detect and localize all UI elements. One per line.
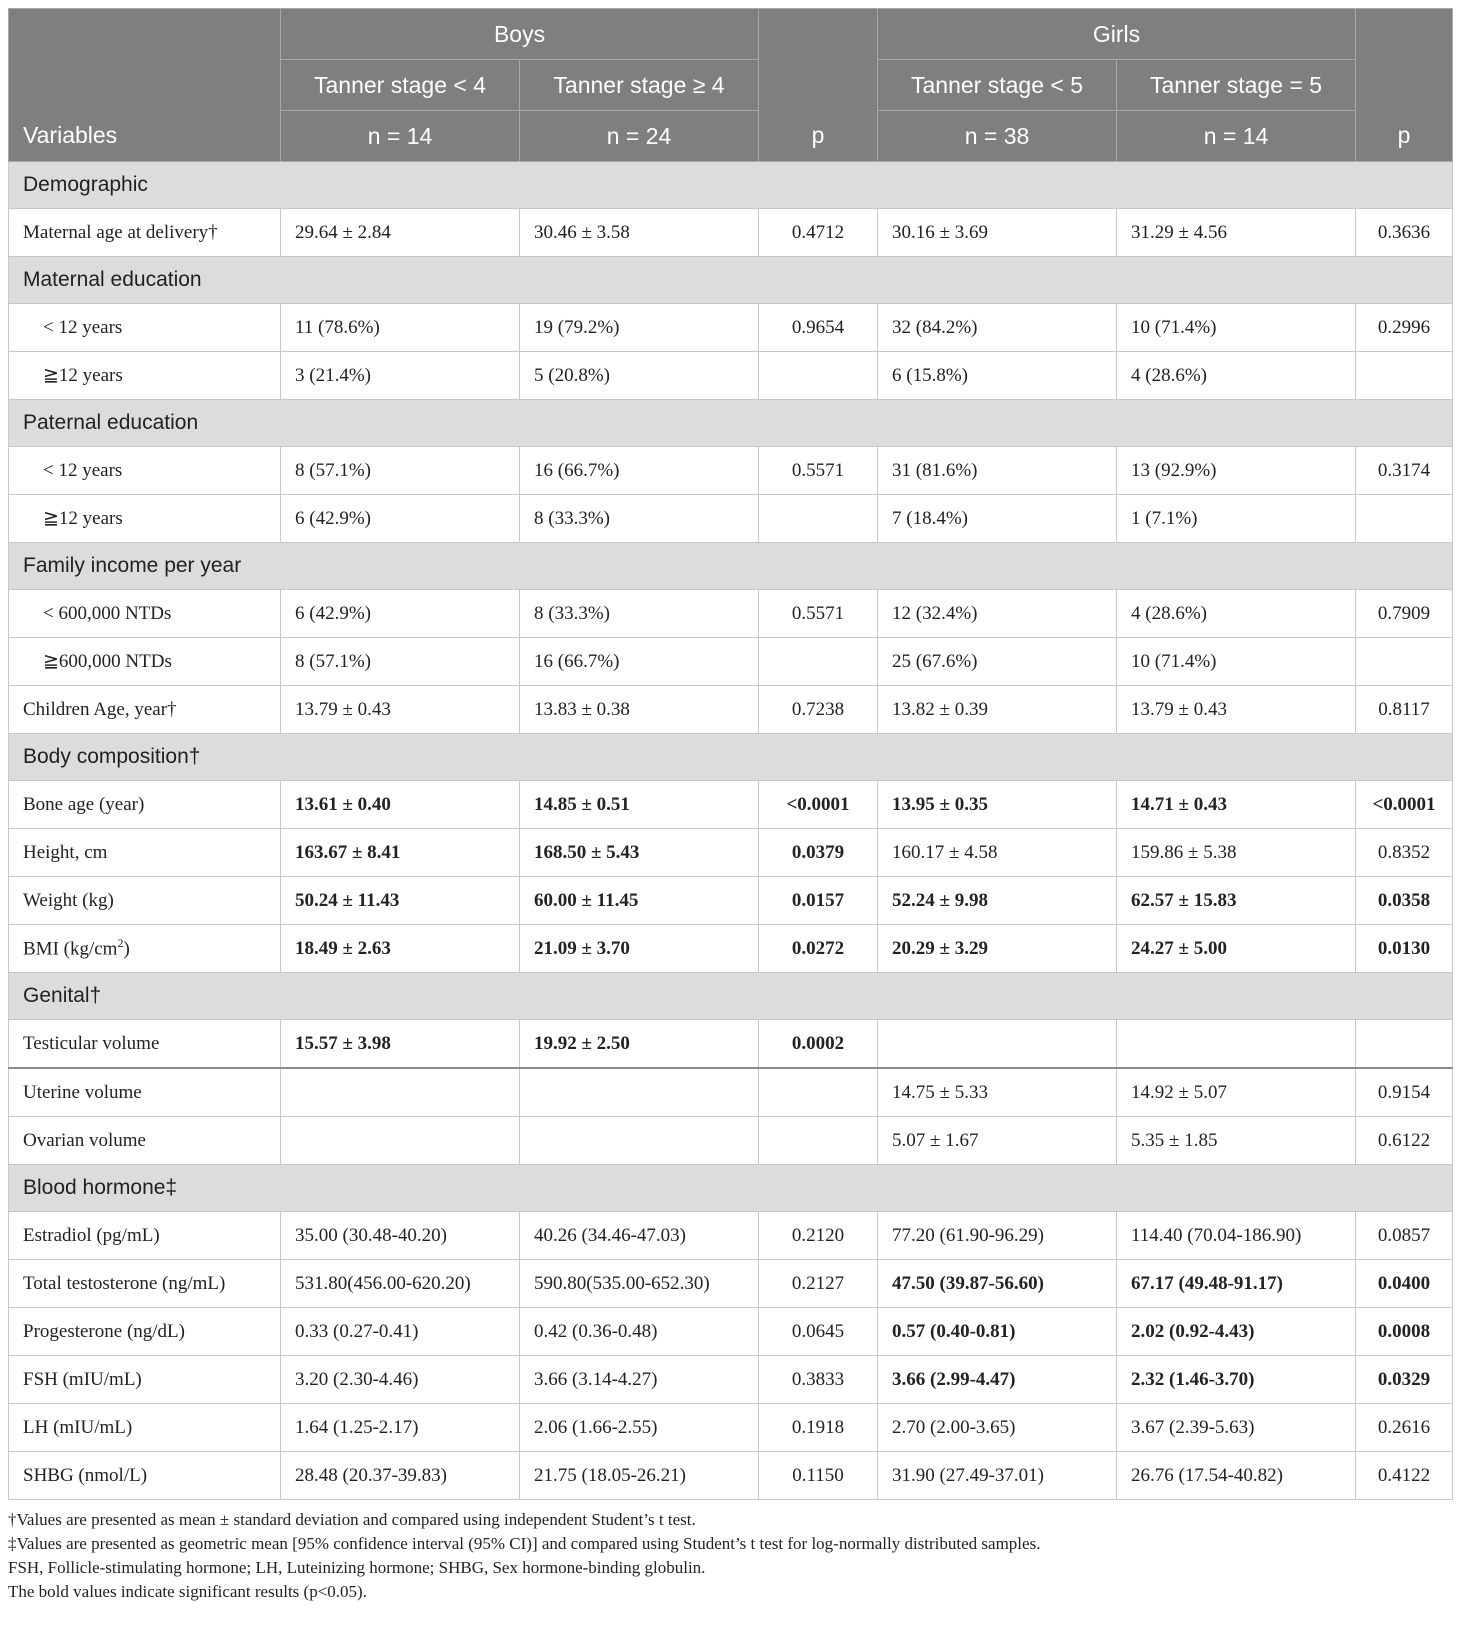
cell-boys-p: 0.1918 — [759, 1404, 878, 1452]
cell-boys-2: 8 (33.3%) — [520, 495, 759, 543]
cell-boys-p: 0.0272 — [759, 925, 878, 973]
cell-girls-p: 0.8117 — [1356, 686, 1453, 734]
section-blood-hormone: Blood hormone‡ — [9, 1165, 1453, 1212]
cell-girls-1: 14.75 ± 5.33 — [878, 1068, 1117, 1117]
cell-girls-p — [1356, 1020, 1453, 1069]
table-row — [9, 781, 1453, 829]
row-label: ≧12 years — [9, 352, 281, 400]
header-girls-n-lt: n = 38 — [878, 111, 1117, 162]
section-row — [9, 973, 1453, 1020]
table-row — [9, 686, 1453, 734]
cell-boys-1: 28.48 (20.37-39.83) — [281, 1452, 520, 1500]
cell-girls-1: 7 (18.4%) — [878, 495, 1117, 543]
cell-boys-2: 60.00 ± 11.45 — [520, 877, 759, 925]
cell-boys-p: 0.2120 — [759, 1212, 878, 1260]
cell-boys-1: 163.67 ± 8.41 — [281, 829, 520, 877]
section-row — [9, 257, 1453, 304]
row-label: Progesterone (ng/dL) — [9, 1308, 281, 1356]
section-row — [9, 734, 1453, 781]
header-variables: Variables — [9, 9, 281, 162]
table-row — [9, 1356, 1453, 1404]
cell-girls-2: 10 (71.4%) — [1117, 638, 1356, 686]
cell-boys-1: 13.61 ± 0.40 — [281, 781, 520, 829]
cell-girls-p: 0.7909 — [1356, 590, 1453, 638]
cell-girls-2: 1 (7.1%) — [1117, 495, 1356, 543]
table-footnotes — [8, 1508, 1452, 1604]
cell-boys-1: 13.79 ± 0.43 — [281, 686, 520, 734]
cell-boys-p — [759, 352, 878, 400]
row-label: Children Age, year† — [9, 686, 281, 734]
cell-boys-1: 8 (57.1%) — [281, 447, 520, 495]
cell-boys-p: 0.7238 — [759, 686, 878, 734]
cell-boys-2: 16 (66.7%) — [520, 638, 759, 686]
table-row — [9, 925, 1453, 973]
cell-girls-2: 2.32 (1.46-3.70) — [1117, 1356, 1356, 1404]
bmi-label-sup: 2 — [117, 936, 124, 951]
row-label: LH (mIU/mL) — [9, 1404, 281, 1452]
cell-girls-2: 24.27 ± 5.00 — [1117, 925, 1356, 973]
table-row — [9, 877, 1453, 925]
cell-boys-1: 531.80(456.00-620.20) — [281, 1260, 520, 1308]
cell-boys-2: 3.66 (3.14-4.27) — [520, 1356, 759, 1404]
table-row — [9, 447, 1453, 495]
cell-boys-2: 0.42 (0.36-0.48) — [520, 1308, 759, 1356]
cell-girls-2: 159.86 ± 5.38 — [1117, 829, 1356, 877]
cell-boys-1: 18.49 ± 2.63 — [281, 925, 520, 973]
cell-girls-2: 4 (28.6%) — [1117, 590, 1356, 638]
cell-girls-p: 0.8352 — [1356, 829, 1453, 877]
cell-boys-1: 6 (42.9%) — [281, 495, 520, 543]
row-label: Testicular volume — [9, 1020, 281, 1069]
cell-boys-2: 30.46 ± 3.58 — [520, 209, 759, 257]
row-label: < 12 years — [9, 304, 281, 352]
table-row — [9, 209, 1453, 257]
row-label: Bone age (year) — [9, 781, 281, 829]
cell-girls-p: 0.6122 — [1356, 1117, 1453, 1165]
cell-girls-2: 67.17 (49.48-91.17) — [1117, 1260, 1356, 1308]
cell-boys-1: 15.57 ± 3.98 — [281, 1020, 520, 1069]
cell-boys-p: 0.5571 — [759, 590, 878, 638]
cell-girls-p — [1356, 638, 1453, 686]
row-label — [9, 925, 281, 973]
table-row — [9, 590, 1453, 638]
cell-boys-p: 0.0645 — [759, 1308, 878, 1356]
row-label: < 12 years — [9, 447, 281, 495]
header-boys-p: p — [759, 9, 878, 162]
table-row — [9, 352, 1453, 400]
cell-girls-1: 3.66 (2.99-4.47) — [878, 1356, 1117, 1404]
header-boys: Boys — [281, 9, 759, 60]
cell-boys-p: 0.0157 — [759, 877, 878, 925]
cell-boys-1: 11 (78.6%) — [281, 304, 520, 352]
cell-girls-p: 0.4122 — [1356, 1452, 1453, 1500]
cell-girls-p — [1356, 352, 1453, 400]
cell-boys-1: 6 (42.9%) — [281, 590, 520, 638]
cell-girls-p: 0.0857 — [1356, 1212, 1453, 1260]
header-boys-tanner-ge: Tanner stage ≥ 4 — [520, 60, 759, 111]
cell-girls-1: 20.29 ± 3.29 — [878, 925, 1117, 973]
section-row — [9, 543, 1453, 590]
cell-girls-p: 0.9154 — [1356, 1068, 1453, 1117]
cell-boys-2: 19 (79.2%) — [520, 304, 759, 352]
cell-boys-2 — [520, 1068, 759, 1117]
cell-girls-2: 4 (28.6%) — [1117, 352, 1356, 400]
section-genital: Genital† — [9, 973, 1453, 1020]
row-label: ≧12 years — [9, 495, 281, 543]
cell-girls-1: 160.17 ± 4.58 — [878, 829, 1117, 877]
section-family-income: Family income per year — [9, 543, 1453, 590]
cell-girls-p: 0.0130 — [1356, 925, 1453, 973]
section-demographic: Demographic — [9, 162, 1453, 209]
cell-girls-2: 10 (71.4%) — [1117, 304, 1356, 352]
cell-girls-1: 2.70 (2.00-3.65) — [878, 1404, 1117, 1452]
table-row — [9, 1117, 1453, 1165]
cell-girls-p: 0.0358 — [1356, 877, 1453, 925]
cell-boys-p: 0.4712 — [759, 209, 878, 257]
table-row — [9, 304, 1453, 352]
cell-girls-1: 12 (32.4%) — [878, 590, 1117, 638]
cell-boys-p — [759, 638, 878, 686]
cell-boys-p: 0.3833 — [759, 1356, 878, 1404]
table-row — [9, 638, 1453, 686]
table-row — [9, 1260, 1453, 1308]
header-girls-p: p — [1356, 9, 1453, 162]
cell-boys-2: 590.80(535.00-652.30) — [520, 1260, 759, 1308]
cell-boys-1 — [281, 1068, 520, 1117]
cell-boys-1: 8 (57.1%) — [281, 638, 520, 686]
cell-girls-1: 5.07 ± 1.67 — [878, 1117, 1117, 1165]
row-label: FSH (mIU/mL) — [9, 1356, 281, 1404]
cell-girls-p: 0.2996 — [1356, 304, 1453, 352]
cell-girls-2: 2.02 (0.92-4.43) — [1117, 1308, 1356, 1356]
cell-girls-2: 31.29 ± 4.56 — [1117, 209, 1356, 257]
cell-boys-2: 13.83 ± 0.38 — [520, 686, 759, 734]
cell-girls-p: 0.0329 — [1356, 1356, 1453, 1404]
data-table-container — [8, 8, 1452, 1604]
bmi-label-end: ) — [123, 938, 130, 960]
row-label: ≧600,000 NTDs — [9, 638, 281, 686]
cell-boys-1: 29.64 ± 2.84 — [281, 209, 520, 257]
cell-girls-p: 0.0400 — [1356, 1260, 1453, 1308]
section-row — [9, 162, 1453, 209]
header-boys-n-lt: n = 14 — [281, 111, 520, 162]
row-label: < 600,000 NTDs — [9, 590, 281, 638]
row-label: Estradiol (pg/mL) — [9, 1212, 281, 1260]
table-row — [9, 1452, 1453, 1500]
row-label: SHBG (nmol/L) — [9, 1452, 281, 1500]
section-row — [9, 1165, 1453, 1212]
cell-girls-2: 13 (92.9%) — [1117, 447, 1356, 495]
cell-girls-1: 30.16 ± 3.69 — [878, 209, 1117, 257]
cell-boys-1: 1.64 (1.25-2.17) — [281, 1404, 520, 1452]
cell-girls-1 — [878, 1020, 1117, 1069]
cell-girls-2: 13.79 ± 0.43 — [1117, 686, 1356, 734]
cell-boys-p — [759, 1117, 878, 1165]
row-label: Uterine volume — [9, 1068, 281, 1117]
table-header — [9, 9, 1453, 162]
cell-girls-2: 14.71 ± 0.43 — [1117, 781, 1356, 829]
table-row — [9, 1404, 1453, 1452]
cell-boys-p: 0.9654 — [759, 304, 878, 352]
table-row — [9, 1020, 1453, 1069]
cell-boys-p — [759, 1068, 878, 1117]
bmi-label-text: BMI (kg/cm — [23, 938, 118, 960]
cell-girls-p — [1356, 495, 1453, 543]
table-row — [9, 1212, 1453, 1260]
cell-girls-p: 0.2616 — [1356, 1404, 1453, 1452]
cell-boys-p — [759, 495, 878, 543]
cell-boys-2: 40.26 (34.46-47.03) — [520, 1212, 759, 1260]
section-paternal-education: Paternal education — [9, 400, 1453, 447]
cell-boys-2: 2.06 (1.66-2.55) — [520, 1404, 759, 1452]
cell-girls-1: 47.50 (39.87-56.60) — [878, 1260, 1117, 1308]
cell-girls-2: 62.57 ± 15.83 — [1117, 877, 1356, 925]
cell-boys-p: 0.2127 — [759, 1260, 878, 1308]
footnote: FSH, Follicle-stimulating hormone; LH, Luteinizing hormone; SHBG, Sex hormone-binding globulin. — [8, 1558, 706, 1577]
cell-girls-1: 31.90 (27.49-37.01) — [878, 1452, 1117, 1500]
cell-girls-1: 6 (15.8%) — [878, 352, 1117, 400]
cell-boys-2: 21.09 ± 3.70 — [520, 925, 759, 973]
cell-boys-p: 0.5571 — [759, 447, 878, 495]
cell-boys-2: 14.85 ± 0.51 — [520, 781, 759, 829]
table-row — [9, 495, 1453, 543]
cell-boys-2: 21.75 (18.05-26.21) — [520, 1452, 759, 1500]
footnote: ‡Values are presented as geometric mean [95% confidence interval (95% CI)] and compared using Student’s t test for log-normally distributed samples. — [8, 1534, 1041, 1553]
header-boys-tanner-lt: Tanner stage < 4 — [281, 60, 520, 111]
cell-boys-1: 50.24 ± 11.43 — [281, 877, 520, 925]
table-row — [9, 1308, 1453, 1356]
cell-boys-2: 19.92 ± 2.50 — [520, 1020, 759, 1069]
cell-girls-p: 0.3636 — [1356, 209, 1453, 257]
row-label: Height, cm — [9, 829, 281, 877]
footnote: The bold values indicate significant results (p<0.05). — [8, 1582, 367, 1601]
row-label: Maternal age at delivery† — [9, 209, 281, 257]
table-body — [9, 162, 1453, 1500]
header-girls-tanner-eq: Tanner stage = 5 — [1117, 60, 1356, 111]
cell-girls-1: 52.24 ± 9.98 — [878, 877, 1117, 925]
cell-girls-p: 0.3174 — [1356, 447, 1453, 495]
cell-girls-1: 77.20 (61.90-96.29) — [878, 1212, 1117, 1260]
cell-boys-1: 3.20 (2.30-4.46) — [281, 1356, 520, 1404]
cell-boys-1: 0.33 (0.27-0.41) — [281, 1308, 520, 1356]
cell-boys-1: 35.00 (30.48-40.20) — [281, 1212, 520, 1260]
cell-boys-2: 5 (20.8%) — [520, 352, 759, 400]
cell-girls-1: 25 (67.6%) — [878, 638, 1117, 686]
characteristics-table — [8, 8, 1453, 1500]
row-label: Total testosterone (ng/mL) — [9, 1260, 281, 1308]
cell-girls-2: 3.67 (2.39-5.63) — [1117, 1404, 1356, 1452]
row-label: Weight (kg) — [9, 877, 281, 925]
cell-boys-1 — [281, 1117, 520, 1165]
header-girls: Girls — [878, 9, 1356, 60]
cell-girls-1: 13.82 ± 0.39 — [878, 686, 1117, 734]
cell-boys-2: 16 (66.7%) — [520, 447, 759, 495]
cell-boys-2: 8 (33.3%) — [520, 590, 759, 638]
header-boys-n-ge: n = 24 — [520, 111, 759, 162]
section-maternal-education: Maternal education — [9, 257, 1453, 304]
cell-girls-2: 14.92 ± 5.07 — [1117, 1068, 1356, 1117]
cell-girls-1: 32 (84.2%) — [878, 304, 1117, 352]
cell-boys-p: 0.1150 — [759, 1452, 878, 1500]
cell-boys-p: 0.0379 — [759, 829, 878, 877]
table-row — [9, 829, 1453, 877]
cell-boys-1: 3 (21.4%) — [281, 352, 520, 400]
cell-girls-2: 26.76 (17.54-40.82) — [1117, 1452, 1356, 1500]
cell-girls-1: 0.57 (0.40-0.81) — [878, 1308, 1117, 1356]
cell-girls-2 — [1117, 1020, 1356, 1069]
section-row — [9, 400, 1453, 447]
footnote: †Values are presented as mean ± standard deviation and compared using independent Student’s t test. — [8, 1510, 696, 1529]
cell-girls-2: 5.35 ± 1.85 — [1117, 1117, 1356, 1165]
section-body-composition: Body composition† — [9, 734, 1453, 781]
row-label: Ovarian volume — [9, 1117, 281, 1165]
cell-girls-1: 13.95 ± 0.35 — [878, 781, 1117, 829]
header-girls-tanner-lt: Tanner stage < 5 — [878, 60, 1117, 111]
cell-boys-2 — [520, 1117, 759, 1165]
cell-boys-2: 168.50 ± 5.43 — [520, 829, 759, 877]
cell-girls-2: 114.40 (70.04-186.90) — [1117, 1212, 1356, 1260]
cell-girls-1: 31 (81.6%) — [878, 447, 1117, 495]
cell-boys-p: <0.0001 — [759, 781, 878, 829]
cell-girls-p: 0.0008 — [1356, 1308, 1453, 1356]
cell-boys-p: 0.0002 — [759, 1020, 878, 1069]
table-row — [9, 1068, 1453, 1117]
header-girls-n-eq: n = 14 — [1117, 111, 1356, 162]
cell-girls-p: <0.0001 — [1356, 781, 1453, 829]
